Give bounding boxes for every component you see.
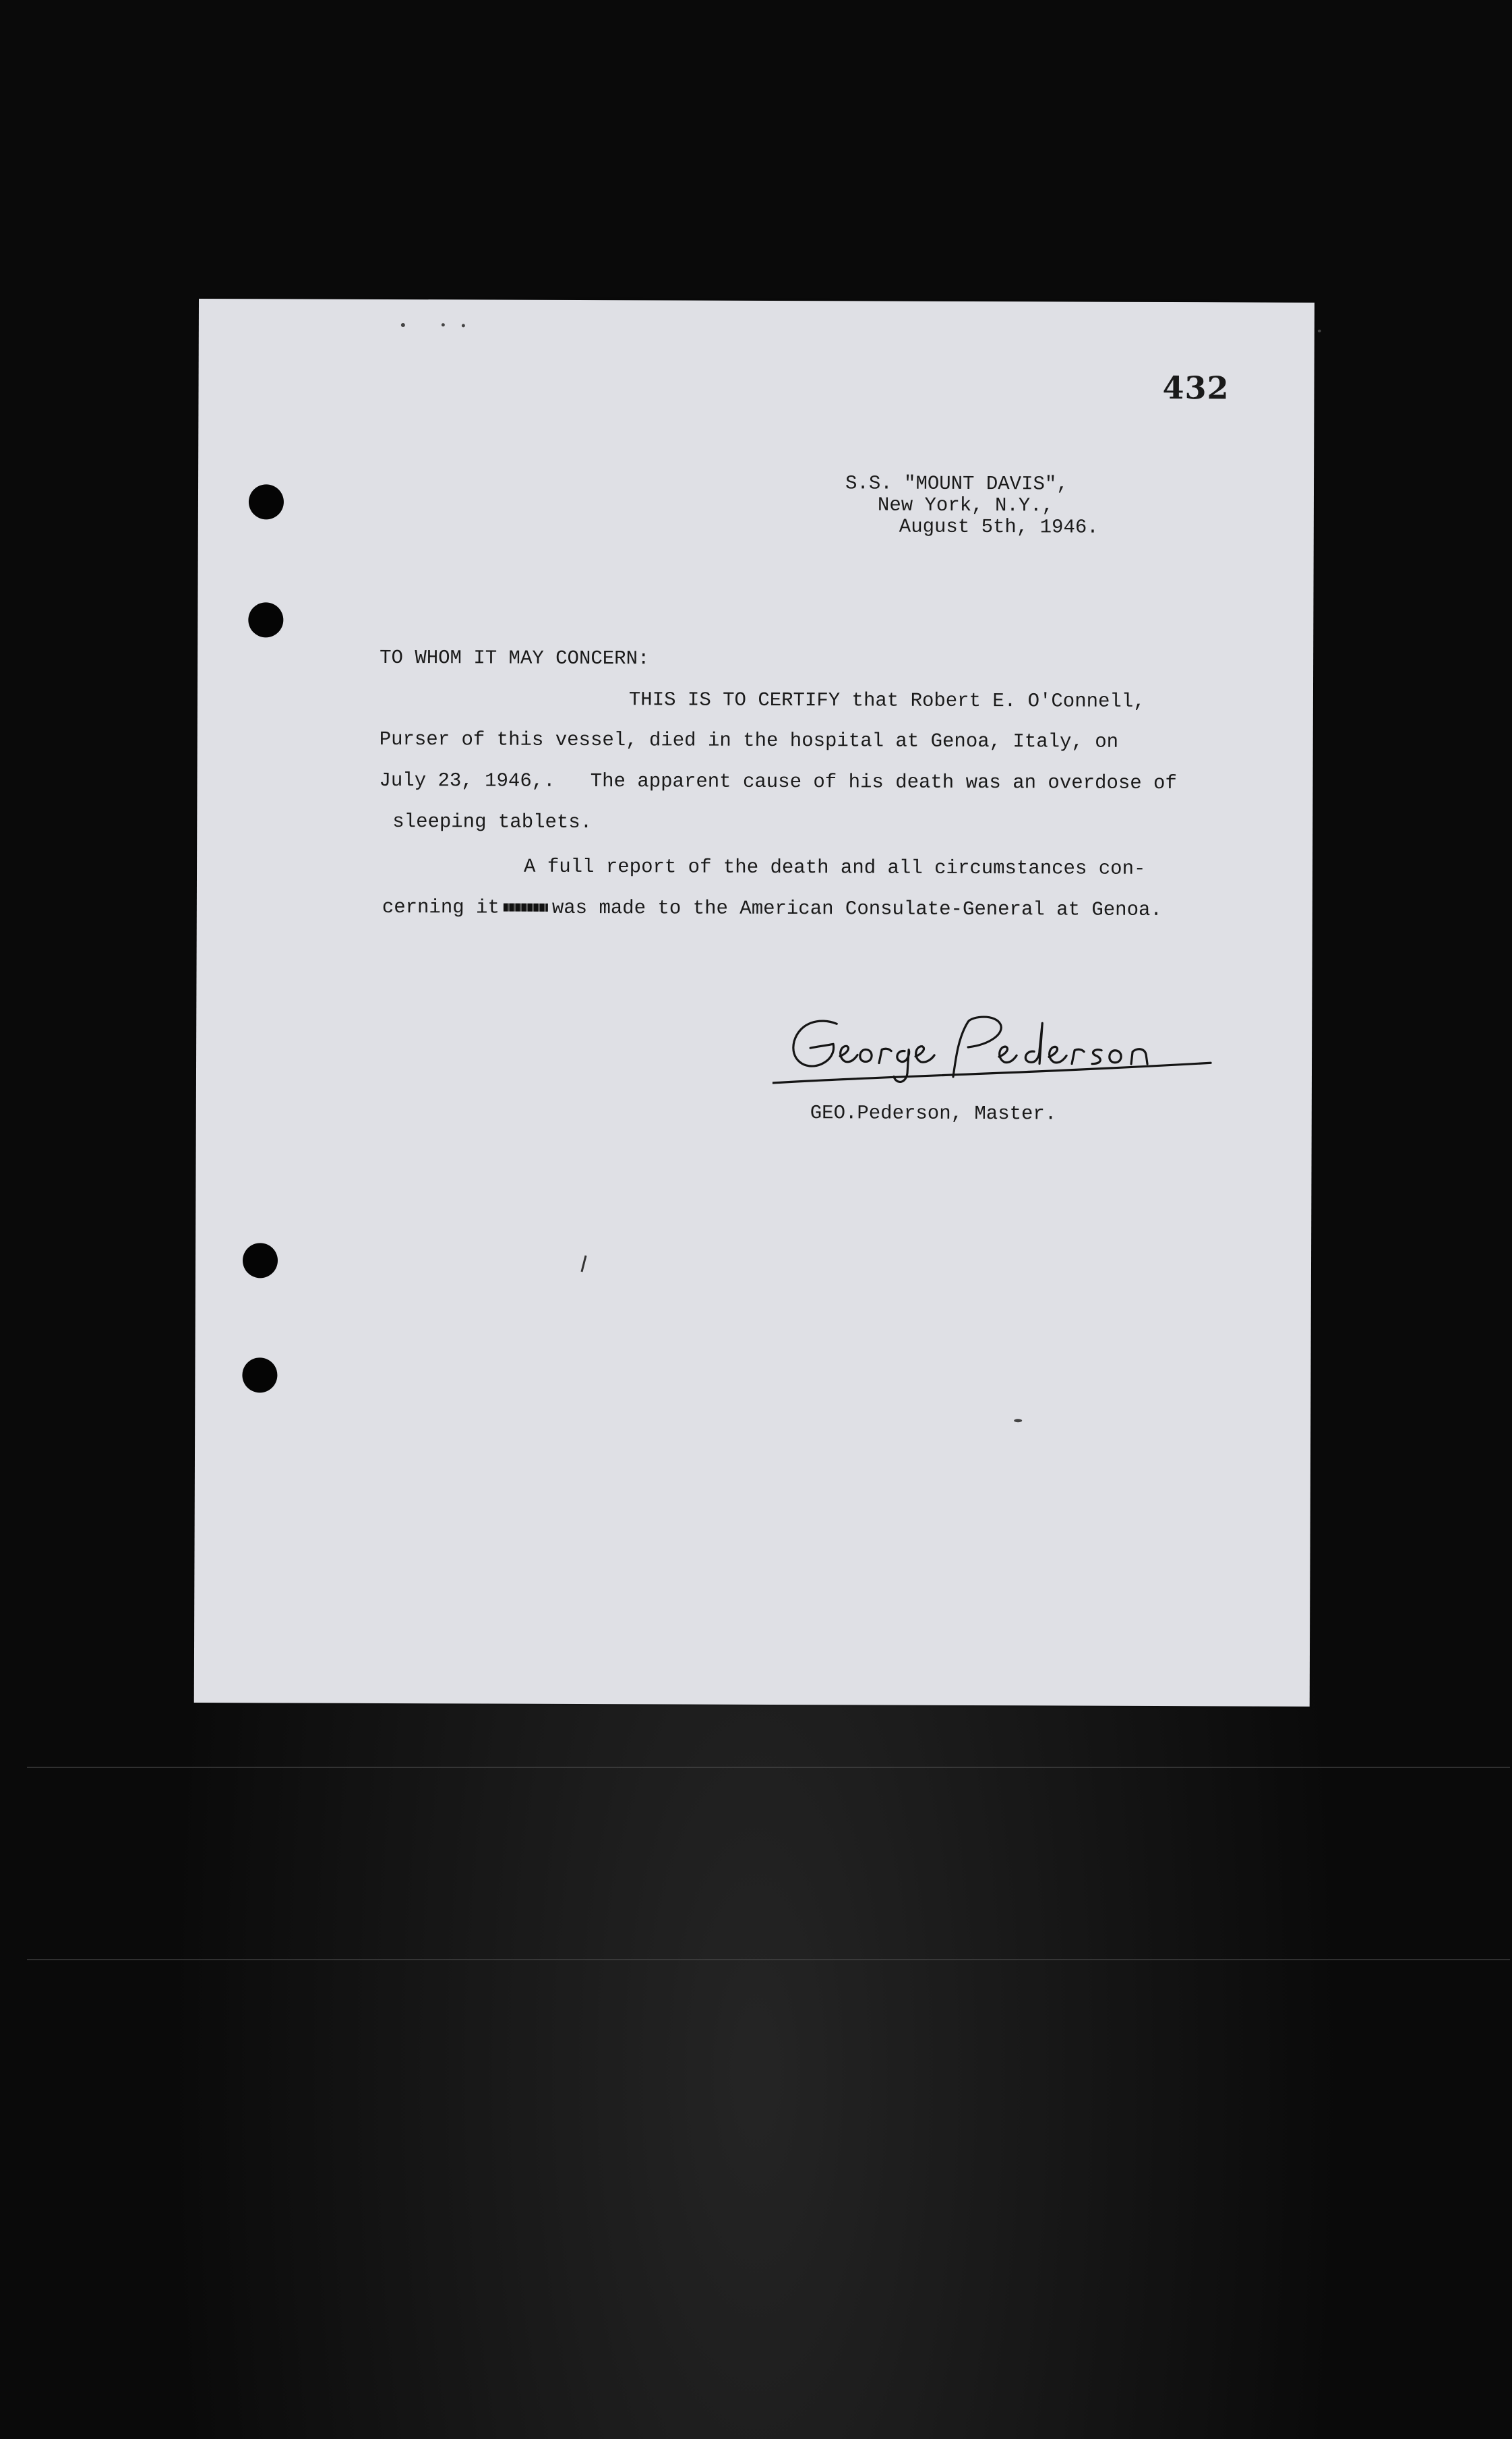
body-line [382, 896, 1162, 921]
page-number: 432 [1162, 369, 1230, 407]
speck [442, 323, 445, 326]
speck [462, 324, 465, 327]
body-line: sleeping tablets. [392, 811, 593, 834]
body-text: cerning it [382, 895, 500, 919]
speck [401, 323, 405, 327]
document-page [194, 299, 1314, 1707]
signature-block [773, 1009, 1245, 1145]
salutation: TO WHOM IT MAY CONCERN: [380, 646, 650, 670]
pencil-mark [576, 1254, 590, 1274]
ship-name: S.S. "MOUNT DAVIS", [845, 472, 1068, 496]
punch-hole [249, 484, 284, 519]
punch-hole [243, 1243, 278, 1278]
body-line: Purser of this vessel, died in the hospital at Genoa, Italy, on [379, 728, 1119, 753]
location: New York, N.Y., [877, 494, 1054, 517]
film-band-line [27, 1959, 1510, 1960]
punch-hole [248, 602, 283, 637]
strikeout-mark [504, 904, 548, 912]
typed-signature: GEO.Pederson, Master. [810, 1102, 1057, 1125]
body-line: July 23, 1946,. The apparent cause of his death was an overdose of [379, 769, 1177, 795]
letter-date: August 5th, 1946. [899, 515, 1099, 539]
punch-hole [242, 1357, 277, 1392]
letter-header [845, 473, 1099, 538]
film-band-line [27, 1767, 1510, 1768]
body-line: THIS IS TO CERTIFY that Robert E. O'Connell, [628, 688, 1145, 713]
body-text: was made to the American Consulate-General at Genoa. [551, 896, 1162, 921]
body-line: A full report of the death and all circumstances con- [524, 855, 1146, 880]
handwritten-signature [773, 1009, 1244, 1105]
speck [1014, 1419, 1022, 1422]
speck [1318, 330, 1321, 332]
